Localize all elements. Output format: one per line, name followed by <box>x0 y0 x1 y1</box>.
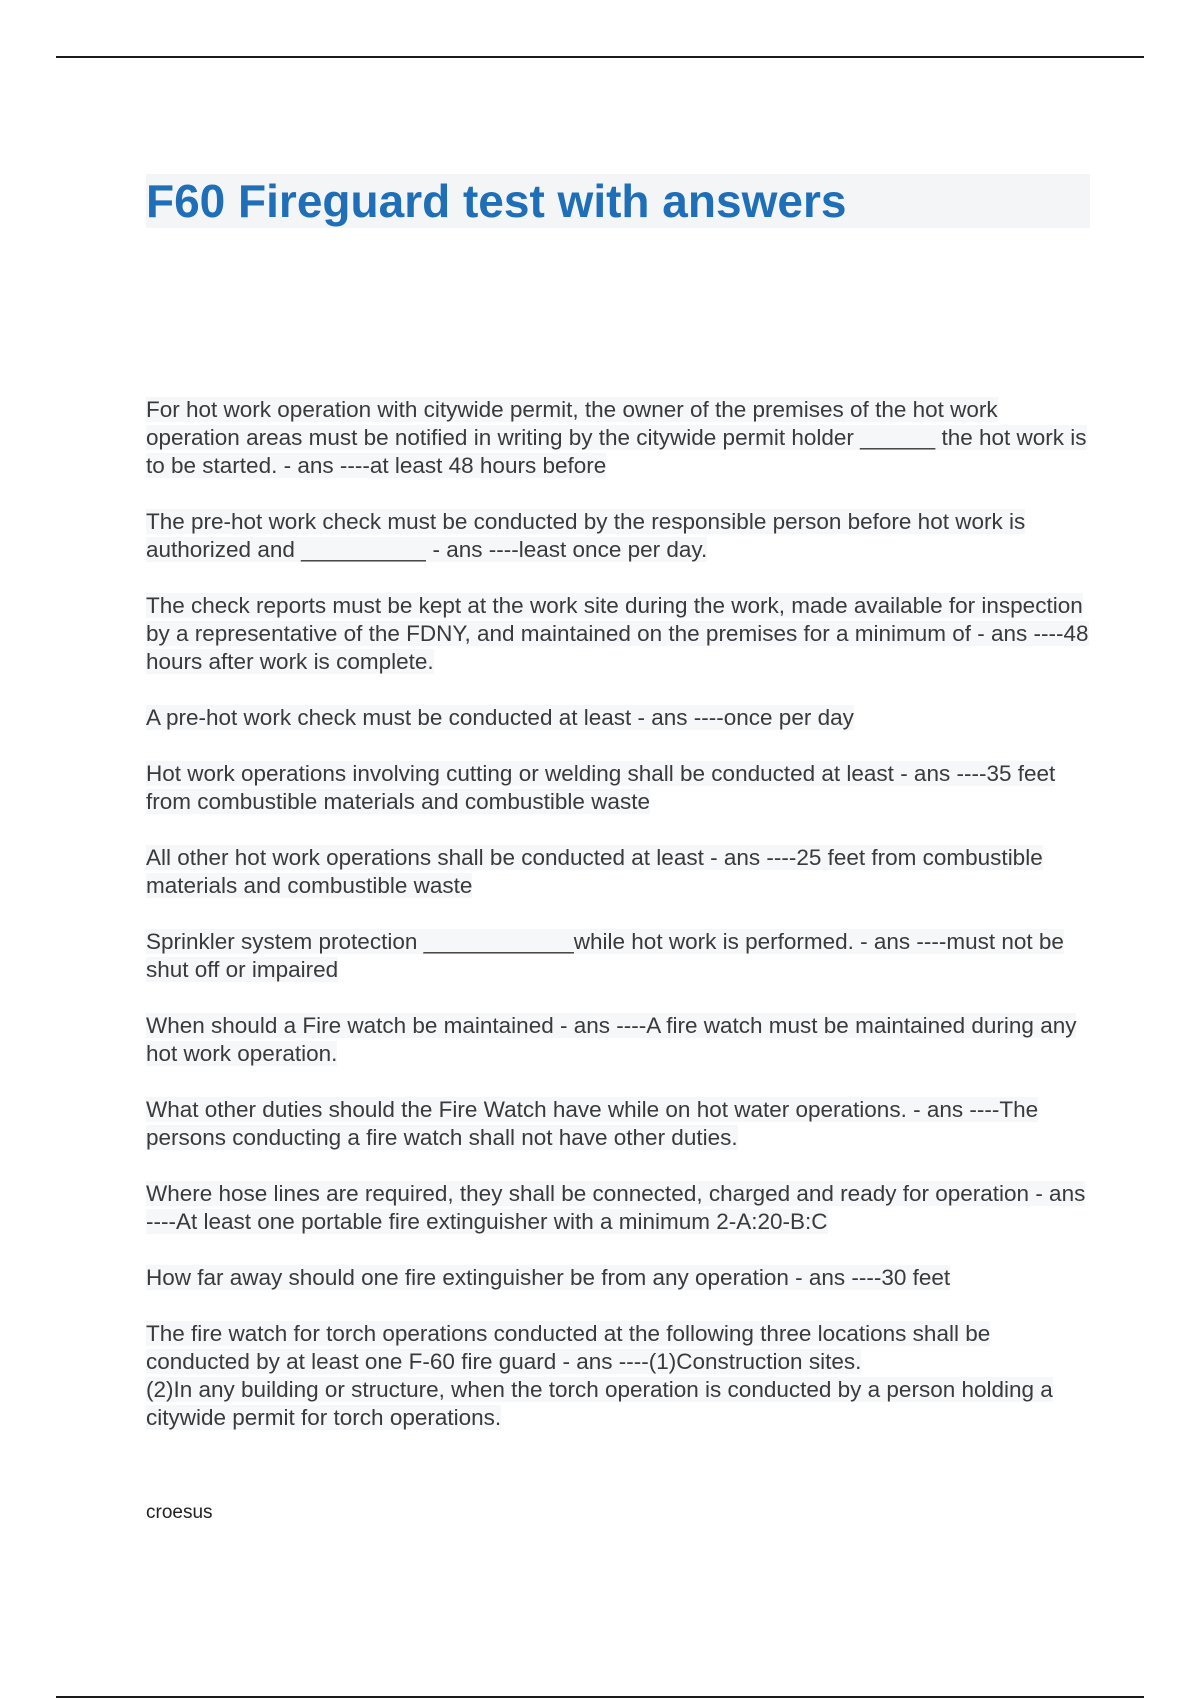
footer-author: croesus <box>146 1502 213 1523</box>
qa-item <box>146 396 1096 480</box>
answer-text: 30 feet <box>881 1265 951 1290</box>
answer-text: once per day <box>723 705 854 730</box>
qa-list <box>146 396 1096 1432</box>
answer-text: 35 feet from combustible materials and combustible waste <box>146 761 1056 814</box>
question-text: The pre-hot work check must be conducted by the responsible person before hot work is authorized and __________ <box>146 509 1026 562</box>
qa-item <box>146 1012 1096 1068</box>
question-text: What other duties should the Fire Watch have while on hot water operations. <box>146 1097 907 1122</box>
answer-separator: - ans ---- <box>703 845 797 870</box>
question-text: For hot work operation with citywide permit, the owner of the premises of the hot work operation areas must be notified in writing by the citywide permit holder ______ the hot work is to be started. <box>146 397 1087 478</box>
qa-item <box>146 1096 1096 1152</box>
question-text: A pre-hot work check must be conducted at least <box>146 705 632 730</box>
qa-item <box>146 1180 1096 1236</box>
qa-item <box>146 592 1096 676</box>
qa-item <box>146 508 1096 564</box>
answer-text: at least 48 hours before <box>369 453 607 478</box>
answer-separator: - ans ---- <box>553 1013 647 1038</box>
document-title: F60 Fireguard test with answers <box>146 175 847 227</box>
question-text: The check reports must be kept at the work site during the work, made available for inspection by a representative of the FDNY, and maintained on the premises for a minimum of <box>146 593 1083 646</box>
qa-item <box>146 844 1096 900</box>
top-rule <box>56 56 1144 58</box>
question-text: When should a Fire watch be maintained <box>146 1013 554 1038</box>
answer-text: (1)Construction sites. (2)In any building or structure, when the torch operation is conducted by a person holding a citywide permit for torch operations. <box>146 1349 1053 1430</box>
answer-text: 48 hours after work is complete. <box>146 621 1089 674</box>
answer-text: The persons conducting a fire watch shall not have other duties. <box>146 1097 1039 1150</box>
answer-text: A fire watch must be maintained during any hot work operation. <box>146 1013 1077 1066</box>
answer-separator: - ans ---- <box>426 537 519 562</box>
answer-text: must not be shut off or impaired <box>146 929 1064 982</box>
answer-separator: - ans ---- <box>893 761 987 786</box>
question-text: Where hose lines are required, they shall be connected, charged and ready for operation <box>146 1181 1030 1206</box>
answer-separator: - ans ---- <box>906 1097 1000 1122</box>
question-text: Sprinkler system protection ____________while hot work is performed. <box>146 929 854 954</box>
answer-separator: - ans ---- <box>853 929 947 954</box>
answer-text: 25 feet from combustible materials and combustible waste <box>146 845 1043 898</box>
question-text: How far away should one fire extinguisher be from any operation <box>146 1265 789 1290</box>
qa-item <box>146 928 1096 984</box>
question-text: Hot work operations involving cutting or welding shall be conducted at least <box>146 761 894 786</box>
qa-item <box>146 1264 1096 1292</box>
answer-separator: - ans ---- <box>277 453 370 478</box>
question-text: The fire watch for torch operations conducted at the following three locations shall be conducted by at least one F-60 fire guard <box>146 1321 991 1374</box>
bottom-rule <box>56 1696 1144 1698</box>
qa-item <box>146 704 1096 732</box>
answer-separator: - ans ---- <box>631 705 724 730</box>
qa-item <box>146 760 1096 816</box>
answer-separator: - ans ---- <box>146 1181 1086 1234</box>
answer-separator: - ans ---- <box>971 621 1064 646</box>
answer-separator: - ans ---- <box>556 1349 649 1374</box>
answer-separator: - ans ---- <box>788 1265 882 1290</box>
answer-text: least once per day. <box>518 537 708 562</box>
answer-text: At least one portable fire extinguisher with a minimum 2-A:20-B:C <box>175 1209 828 1234</box>
qa-item <box>146 1320 1096 1432</box>
question-text: All other hot work operations shall be conducted at least <box>146 845 704 870</box>
